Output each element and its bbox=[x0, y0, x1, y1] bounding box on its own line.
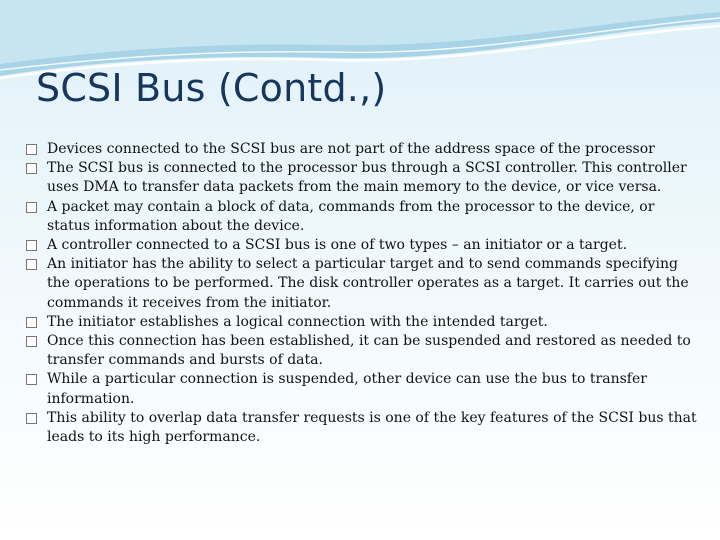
square-bullet-icon bbox=[26, 336, 37, 347]
square-bullet-icon bbox=[26, 374, 37, 385]
bullet-text: The initiator establishes a logical connection with the intended target. bbox=[47, 313, 548, 330]
bullet-text: An initiator has the ability to select a particular target and to send commands specifying the operations to be performed. The disk controller operates as a target. It carries out the commands it receives from the initiator. bbox=[47, 256, 689, 311]
bullet-text: This ability to overlap data transfer requests is one of the key features of the SCSI bus that leads to its high performance. bbox=[47, 409, 697, 446]
list-item bbox=[26, 313, 698, 332]
bullet-text: A controller connected to a SCSI bus is one of two types – an initiator or a target. bbox=[47, 237, 628, 254]
square-bullet-icon bbox=[26, 413, 37, 424]
bullet-text: Devices connected to the SCSI bus are not part of the address space of the processor bbox=[47, 141, 655, 157]
square-bullet-icon bbox=[26, 163, 37, 174]
list-item bbox=[26, 409, 698, 447]
bullet-text: Once this connection has been established, it can be suspended and restored as needed to transfer commands and bursts of data. bbox=[47, 333, 691, 369]
list-item bbox=[26, 255, 698, 313]
bullet-text: A packet may contain a block of data, commands from the processor to the device, or status information about the device. bbox=[47, 198, 655, 234]
list-item bbox=[26, 159, 698, 197]
square-bullet-icon bbox=[26, 144, 37, 155]
bullet-text: The SCSI bus is connected to the processor bus through a SCSI controller. This controller uses DMA to transfer data packets from the main memory to the device, or vice versa. bbox=[47, 160, 687, 196]
square-bullet-icon bbox=[26, 317, 37, 328]
list-item bbox=[26, 236, 698, 255]
square-bullet-icon bbox=[26, 202, 37, 213]
bullet-text: While a particular connection is suspended, other device can use the bus to transfer information. bbox=[47, 371, 647, 407]
square-bullet-icon bbox=[26, 240, 37, 251]
list-item bbox=[26, 370, 698, 408]
list-item bbox=[26, 332, 698, 370]
bullet-list bbox=[26, 140, 698, 447]
slide-title: SCSI Bus (Contd.,) bbox=[36, 66, 387, 110]
list-item bbox=[26, 140, 698, 159]
list-item bbox=[26, 198, 698, 236]
square-bullet-icon bbox=[26, 259, 37, 270]
